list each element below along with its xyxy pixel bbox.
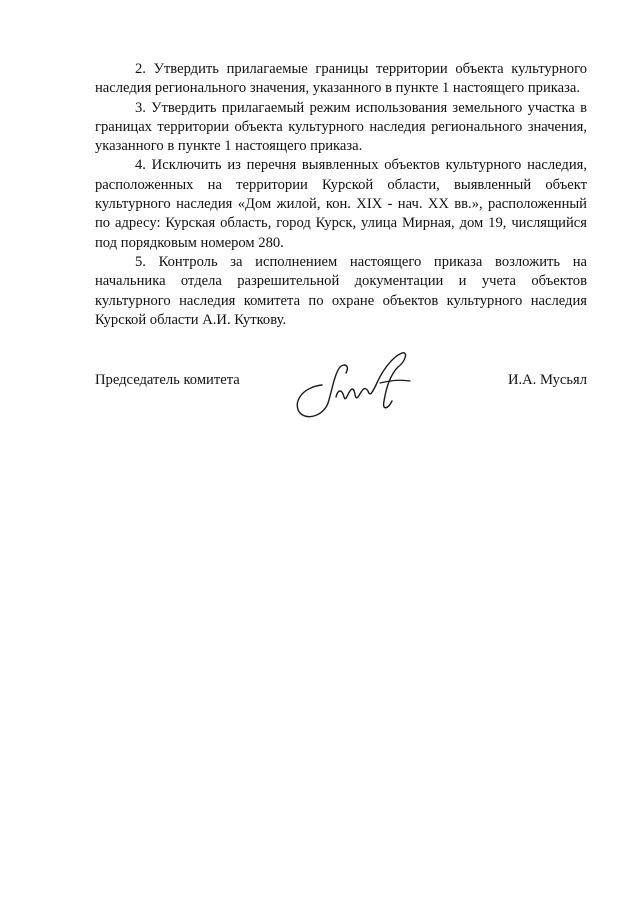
document-body bbox=[95, 60, 587, 330]
signatory-title: Председатель комитета bbox=[95, 372, 240, 388]
handwritten-signature bbox=[292, 345, 422, 425]
paragraph-item-4: 4. Исключить из перечня выявленных объектов культурного наследия, расположенных на территории Курской области, выявленный объект культурного наследия «Дом жилой, кон. XIX - нач. XX вв.», расположенный по адресу: Курская область, город Курск, улица Мирная, дом 19, числящийся под порядковым номером 280. bbox=[95, 157, 587, 251]
paragraph-item-2: 2. Утвердить прилагаемые границы территории объекта культурного наследия регионального значения, указанного в пункте 1 настоящего приказа. bbox=[95, 61, 587, 97]
paragraph-item-3: 3. Утвердить прилагаемый режим использования земельного участка в границах территории объекта культурного наследия регионального значения, указанного в пункте 1 настоящего приказа. bbox=[95, 99, 587, 155]
signatory-name: И.А. Мусьял bbox=[507, 372, 587, 388]
paragraph-item-5: 5. Контроль за исполнением настоящего приказа возложить на начальника отдела разрешительной документации и учета объектов культурного наследия комитета по охране объектов культурного наследия Курской области А.И. Куткову. bbox=[95, 253, 587, 328]
